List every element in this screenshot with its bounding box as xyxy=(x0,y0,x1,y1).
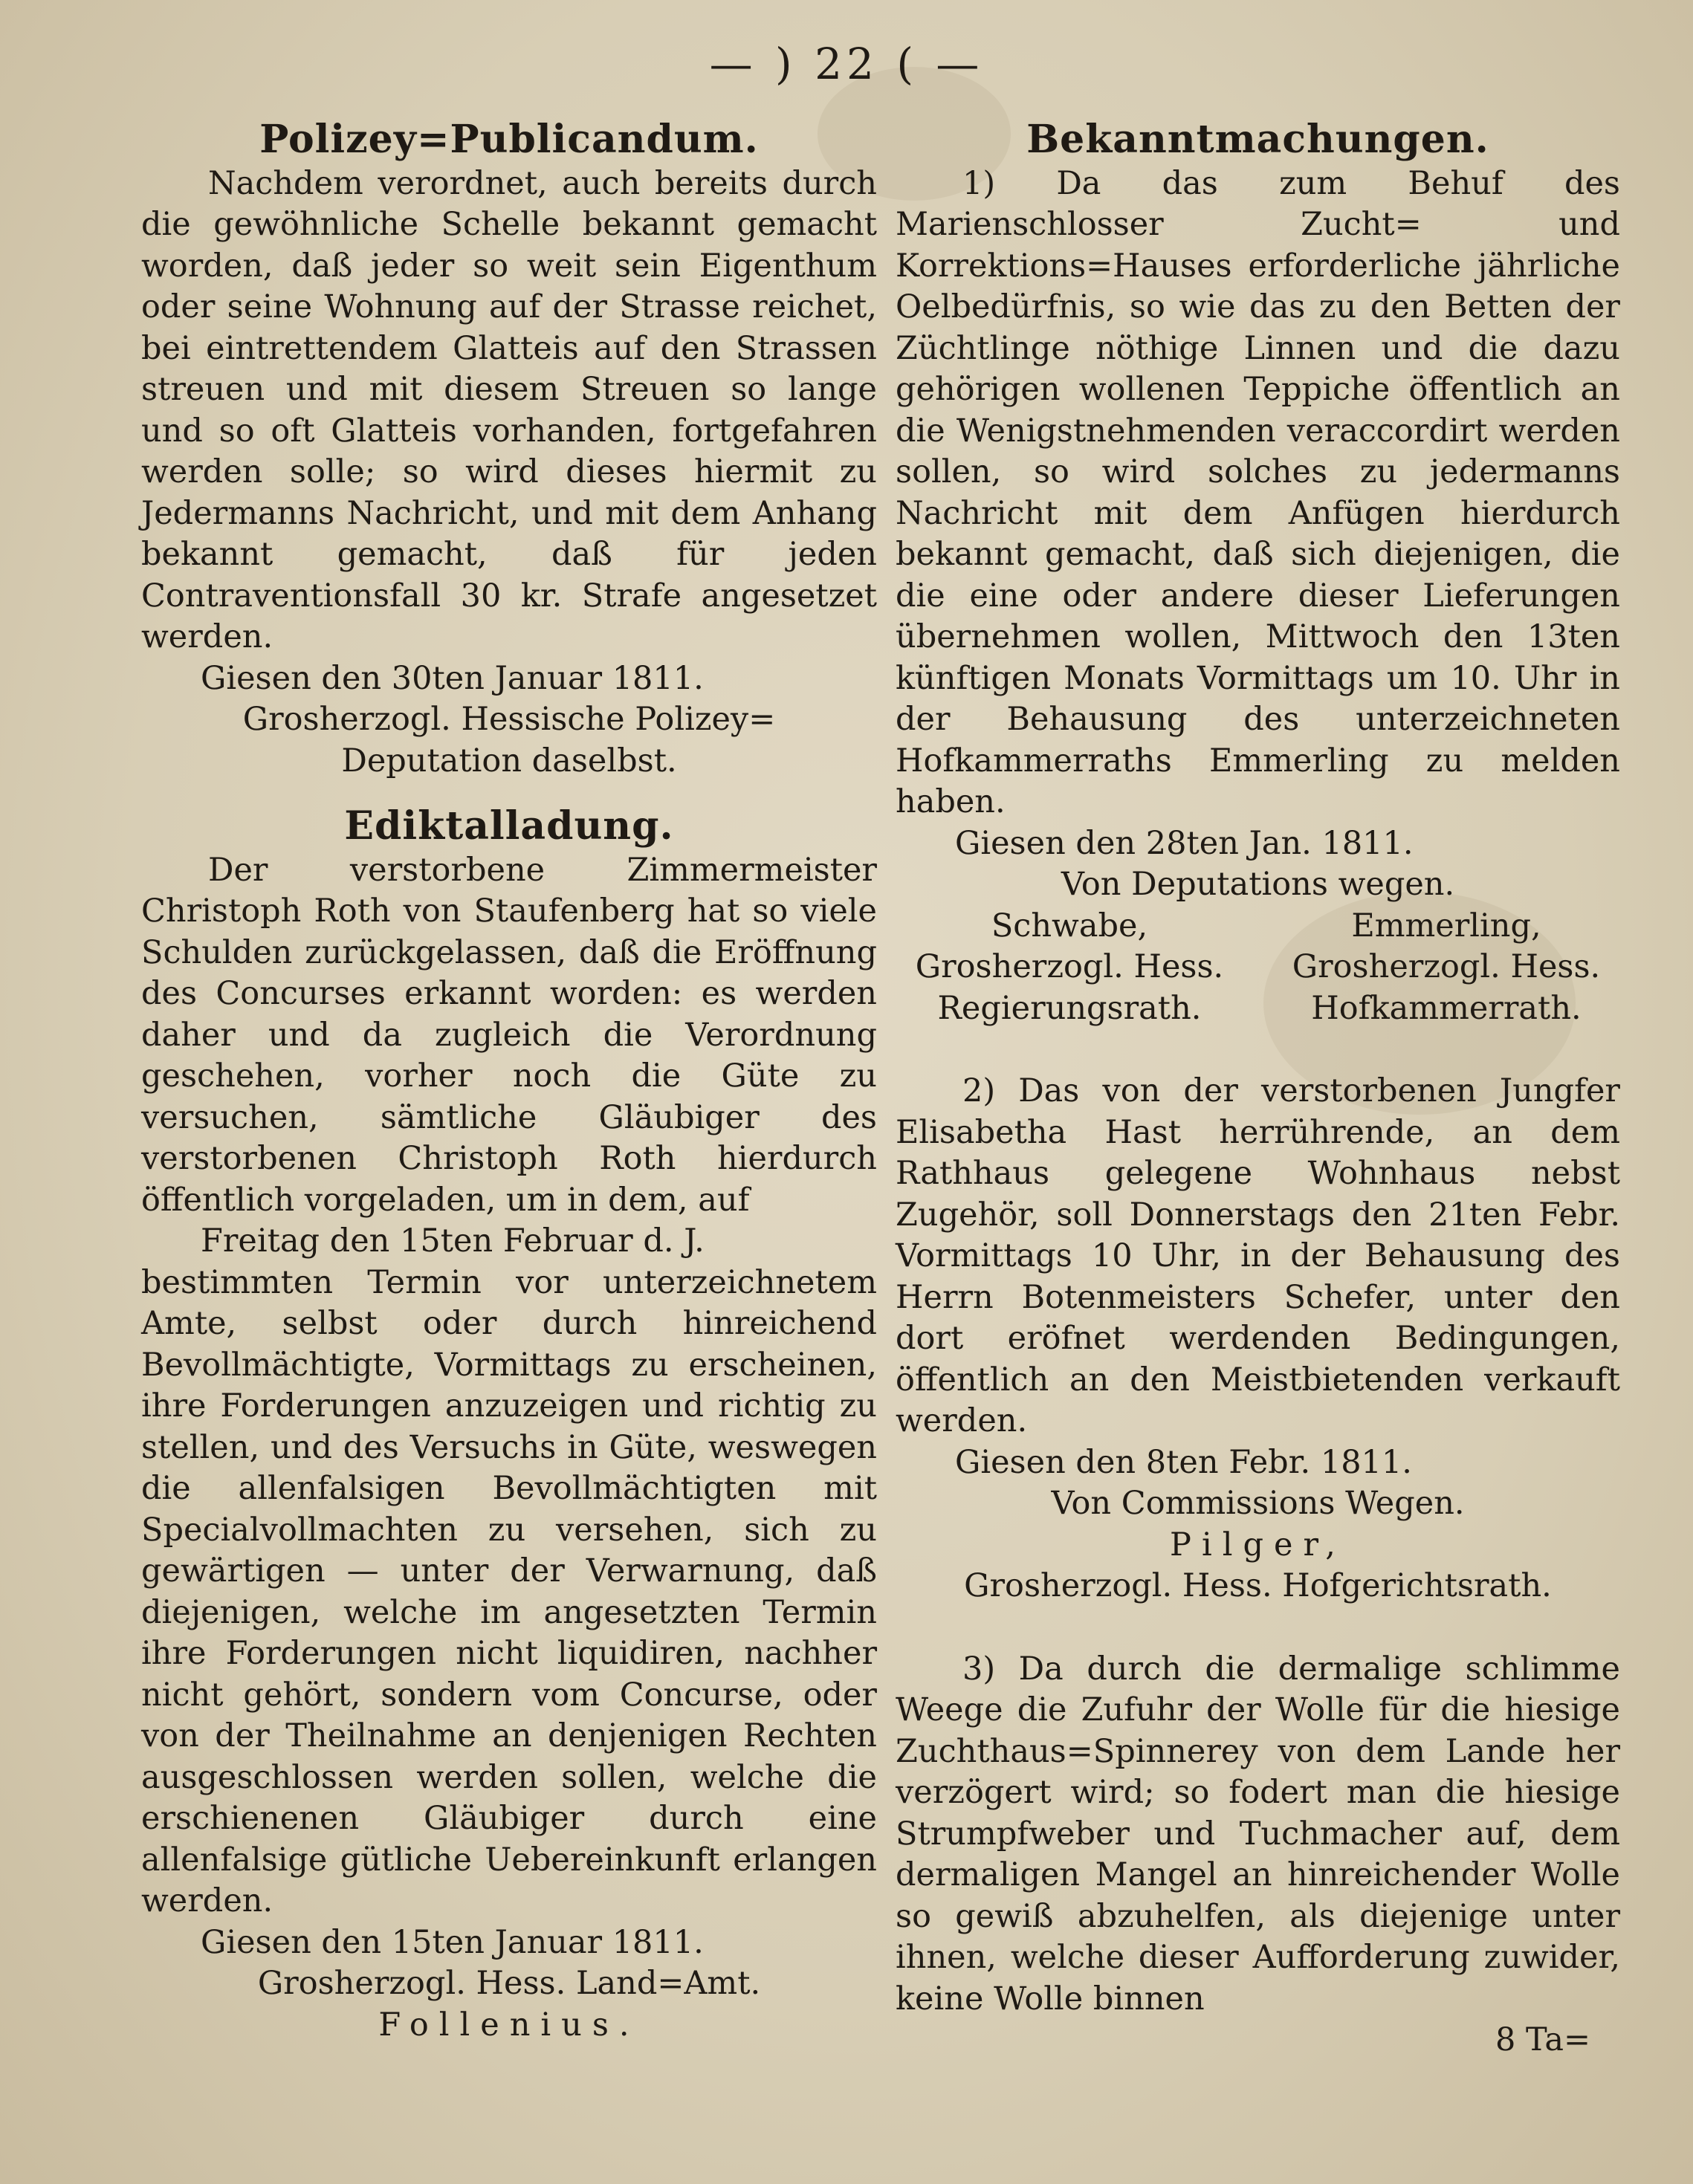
notice-2 xyxy=(896,1071,1620,1607)
police-notice-title: Polizey=Publicandum. xyxy=(259,117,759,162)
left-column xyxy=(141,119,877,2046)
notice-1-authority: Von Deputations wegen. xyxy=(1061,866,1455,903)
police-notice-body: Nachdem verordnet, auch bereits durch die gewöhnliche Schelle bekannt gemacht worden, daß jeder so weit sein Eigenthum oder seine Wohnung auf der Strasse reichet, bei eintrettendem Glatteis auf den Strassen streuen und mit diesem Streuen so lange und so oft Glatteis vorhanden, fortgefahren werden solle; so wird dieses hiermit zu Jedermanns Nachricht, und mit dem Anhang bekannt gemacht, daß für jeden Contraventionsfall 30 kr. Strafe angesetzet werden. xyxy=(141,164,877,655)
edict-summons-body: Der verstorbene Zimmermeister Christoph Roth von Staufenberg hat so viele Schulden zurückgelassen, daß die Eröffnung des Concurses erkannt worden: es werden daher und da zugleich die Verordnung geschehen, vorher noch die Güte zu versuchen, sämtliche Gläubiger des verstorbenen Christoph Roth hierdurch öffentlich vorgeladen, um in dem, auf xyxy=(141,851,877,1219)
police-notice xyxy=(141,119,877,782)
signature-left: Schwabe, Grosherzogl. Hess. Regierungsrath. xyxy=(915,907,1224,1027)
signature-right: Emmerling, Grosherzogl. Hess. Hofkammerrath. xyxy=(1292,907,1601,1027)
notice-3 xyxy=(896,1649,1620,2061)
police-notice-signature: Deputation daselbst. xyxy=(341,742,677,780)
notice-2-date: Giesen den 8ten Febr. 1811. xyxy=(955,1443,1412,1481)
edict-summons-body: bestimmten Termin vor unterzeichnetem Amte, selbst oder durch hinreichend Bevollmächtigte, Vormittags zu erscheinen, ihre Forderungen anzuzeigen und richtig zu stellen, und des Versuchs in Güte, weswegen die allenfalsigen Bevollmächtigten mit Specialvollmachten zu versehen, sich zu gewärtigen — unter der Verwarnung, daß diejenigen, welche im angesetzten Termin ihre Forderungen nicht liquidiren, nachher nicht gehört, sondern vom Concurse, oder von der Theilnahme an denjenigen Rechten ausgeschlossen werden sollen, welche die erschienenen Gläubiger durch eine allenfalsige gütliche Uebereinkunft erlangen werden. xyxy=(141,1263,877,1919)
edict-summons-term-date: Freitag den 15ten Februar d. J. xyxy=(201,1222,705,1260)
notice-1-date: Giesen den 28ten Jan. 1811. xyxy=(955,824,1414,862)
edict-summons-signature: Grosherzogl. Hess. Land=Amt. xyxy=(257,1965,761,2002)
catchword: 8 Ta= xyxy=(1495,2021,1590,2058)
notice-1-signatures xyxy=(896,906,1620,1030)
notice-2-signature-name: Pilger, xyxy=(1170,1526,1346,1564)
police-notice-signature: Grosherzogl. Hessische Polizey= xyxy=(242,701,776,738)
edict-summons xyxy=(141,803,877,2046)
right-column xyxy=(896,119,1620,2061)
notice-1 xyxy=(896,163,1620,1030)
page-number: — ) 22 ( — xyxy=(709,39,984,89)
notice-3-body: 3) Da durch die dermalige schlimme Weege die Zufuhr der Wolle für die hiesige Zuchthaus=Spinnerey von dem Lande her verzögert wird; so fodert man die hiesige Strumpfweber und Tuchmacher auf, dem dermaligen Mangel an hinreichender Wolle so gewiß abzuhelfen, als diejenige unter ihnen, welche dieser Aufforderung zuwider, keine Wolle binnen xyxy=(896,1650,1620,2018)
notice-1-body: 1) Da das zum Behuf des Marienschlosser Zucht= und Korrektions=Hauses erforderliche jährliche Oelbedürfnis, so wie das zu den Betten der Züchtlinge nöthige Linnen und die dazu gehörigen wollenen Teppiche öffentlich an die Wenigstnehmenden veraccordirt werden sollen, so wird solches zu jedermanns Nachricht mit dem Anfügen hierdurch bekannt gemacht, daß sich diejenigen, die die eine oder andere dieser Lieferungen übernehmen wollen, Mittwoch den 13ten künftigen Monats Vormittags um 10. Uhr in der Behausung des unterzeichneten Hofkammerraths Emmerling zu melden haben. xyxy=(896,164,1620,820)
notice-2-body: 2) Das von der verstorbenen Jungfer Elisabetha Hast herrührende, an dem Rathhaus gelegene Wohnhaus nebst Zugehör, soll Donnerstags den 21ten Febr. Vormittags 10 Uhr, in der Behausung des Herrn Botenmeisters Schefer, unter den dort eröfnet werdenden Bedingungen, öffentlich an den Meistbietenden verkauft werden. xyxy=(896,1072,1620,1439)
edict-summons-signature: Follenius. xyxy=(378,2006,640,2044)
police-notice-date: Giesen den 30ten Januar 1811. xyxy=(201,659,704,697)
announcements-title: Bekanntmachungen. xyxy=(1026,117,1489,162)
edict-summons-title: Ediktalladung. xyxy=(344,803,674,849)
edict-summons-date: Giesen den 15ten Januar 1811. xyxy=(201,1923,704,1961)
notice-2-signature-title: Grosherzogl. Hess. Hofgerichtsrath. xyxy=(964,1567,1552,1604)
notice-2-authority: Von Commissions Wegen. xyxy=(1051,1485,1465,1522)
